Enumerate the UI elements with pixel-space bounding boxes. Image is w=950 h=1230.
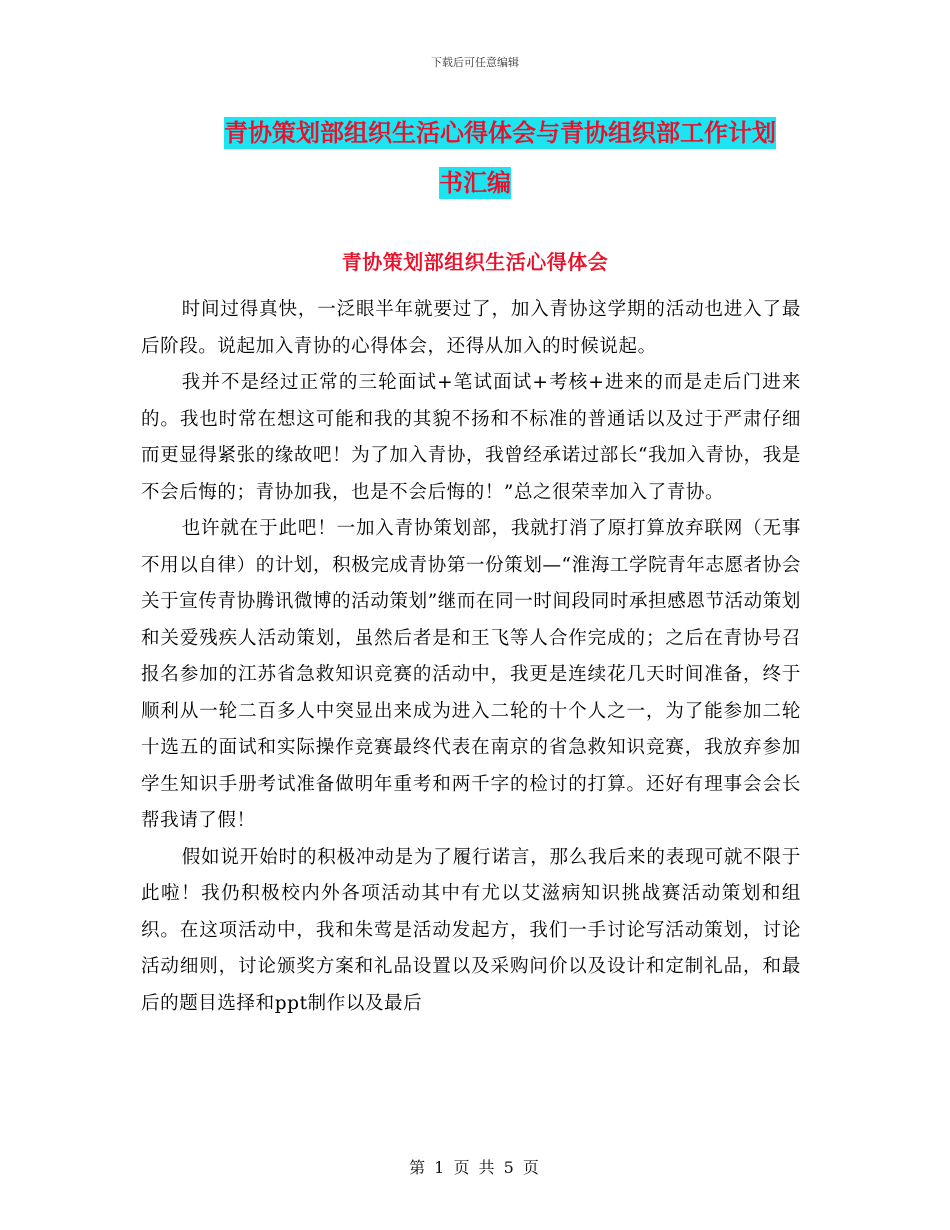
body-text <box>141 292 801 1022</box>
paragraph: 我并不是经过正常的三轮面试+笔试面试+考核+进来的而是走后门进来的。我也时常在想这可能和我的其貌不扬和不标准的普通话以及过于严肃仔细而更显得紧张的缘故吧！为了加入青协，我曾经承诺过部长“我加入青协，我是不会后悔的；青协加我，也是不会后悔的！”总之很荣幸加入了青协。 <box>141 372 801 503</box>
title-highlight-1: 青协策划部组织生活心得体会与青协组织部工作计划 <box>224 119 776 147</box>
paragraph: 也许就在于此吧！一加入青协策划部，我就打消了原打算放弃联网（无事不用以自律）的计划，积极完成青协第一份策划—“淮海工学院青年志愿者协会关于宣传青协腾讯微博的活动策划”继而在同一时间段同时承担感恩节活动策划和关爱残疾人活动策划，虽然后者是和王飞等人合作完成的；之后在青协号召报名参加的江苏省急救知识竞赛的活动中，我更是连续花几天时间准备，终于顺利从一轮二百多人中突显出来成为进入二轮的十个人之一，为了能参加二轮十选五的面试和实际操作竞赛最终代表在南京的省急救知识竞赛，我放弃参加学生知识手册考试准备做明年重考和两千字的检讨的打算。还好有理事会会长帮我请了假！ <box>141 518 801 831</box>
document-title-line-1 <box>0 108 950 158</box>
paragraph: 时间过得真快，一泛眼半年就要过了，加入青协这学期的活动也进入了最后阶段。说起加入青协的心得体会，还得从加入的时候说起。 <box>141 299 801 357</box>
section-title: 青协策划部组织生活心得体会 <box>341 250 609 274</box>
header-note: 下载后可任意编辑 <box>431 56 519 69</box>
document-title <box>0 108 950 208</box>
paragraph: 假如说开始时的积极冲动是为了履行诺言，那么我后来的表现可就不限于此啦！我仍积极校内外各项活动其中有尤以艾滋病知识挑战赛活动策划和组织。在这项活动中，我和朱莺是活动发起方，我们一手讨论写活动策划，讨论活动细则，讨论颁奖方案和礼品设置以及采购问价以及设计和定制礼品，和最后的题目选择和ppt制作以及最后 <box>141 846 801 1014</box>
document-title-line-2 <box>0 158 950 208</box>
page-footer: 第 1 页 共 5 页 <box>409 1158 541 1177</box>
title-highlight-2: 书汇编 <box>439 169 511 197</box>
